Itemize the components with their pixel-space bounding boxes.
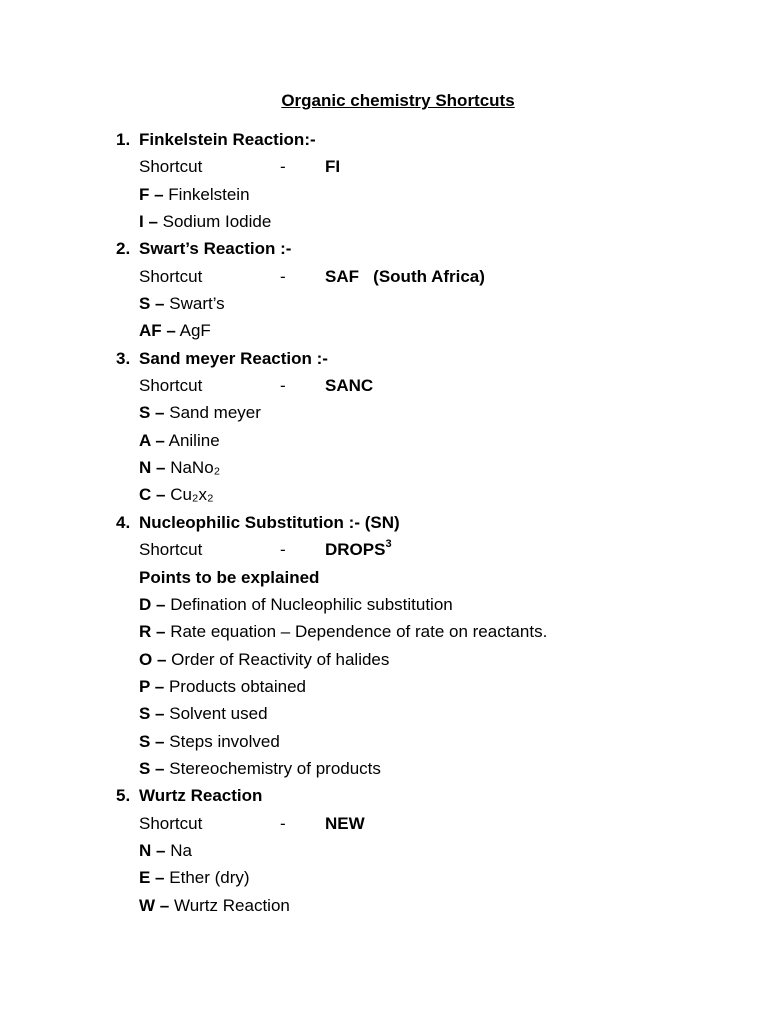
points-subheading: Points to be explained: [139, 567, 320, 587]
item-key: S –: [139, 731, 165, 751]
item-key: O –: [139, 649, 167, 669]
item-key: I –: [139, 212, 158, 232]
item-text: Cu₂x₂: [165, 485, 214, 505]
list-item: [0, 454, 768, 481]
shortcut-line: [0, 536, 768, 563]
list-item: [0, 892, 768, 919]
item-key: D –: [139, 594, 166, 614]
item-text: Products obtained: [164, 676, 306, 696]
section-heading: [0, 782, 768, 809]
section-number: 3.: [116, 348, 131, 368]
item-key: A –: [139, 430, 165, 450]
shortcut-label: Shortcut: [139, 813, 203, 833]
item-key: S –: [139, 758, 165, 778]
list-item: [0, 208, 768, 235]
section-title: Wurtz Reaction: [139, 786, 263, 806]
shortcut-line: [0, 810, 768, 837]
shortcut-dash: -: [280, 157, 286, 177]
section-heading: [0, 509, 768, 536]
list-item: [0, 399, 768, 426]
section-title: Sand meyer Reaction :-: [139, 348, 328, 368]
list-item: [0, 700, 768, 727]
shortcut-label: Shortcut: [139, 266, 203, 286]
item-text: Sand meyer: [164, 403, 261, 423]
item-text: Rate equation – Dependence of rate on reactants.: [165, 622, 548, 642]
item-text: Aniline: [164, 430, 220, 450]
item-text: Order of Reactivity of halides: [166, 649, 390, 669]
section-title: Nucleophilic Substitution :- (SN): [139, 512, 400, 532]
shortcut-superscript: 3: [385, 537, 392, 550]
section-number: 5.: [116, 786, 131, 806]
list-item: [0, 290, 768, 317]
shortcut-dash: -: [280, 376, 286, 396]
section-number: 2.: [116, 239, 131, 259]
shortcut-line: [0, 263, 768, 290]
shortcut-value: NEW: [325, 813, 365, 833]
item-text: Finkelstein: [163, 184, 250, 204]
item-text: Na: [165, 840, 192, 860]
section-number: 4.: [116, 512, 131, 532]
shortcut-dash: -: [280, 266, 286, 286]
shortcut-value: SAF (South Africa): [325, 266, 485, 286]
item-text: Steps involved: [164, 731, 280, 751]
item-key: E –: [139, 868, 165, 888]
item-key: P –: [139, 676, 165, 696]
item-text: Wurtz Reaction: [169, 895, 290, 915]
page-title: Organic chemistry Shortcuts: [281, 91, 515, 110]
shortcut-value-group: [325, 536, 392, 563]
item-key: S –: [139, 704, 165, 724]
shortcut-label: Shortcut: [139, 540, 203, 560]
shortcut-label: Shortcut: [139, 157, 203, 177]
item-key: F –: [139, 184, 164, 204]
shortcut-list: [0, 126, 768, 919]
item-text: Ether (dry): [164, 868, 250, 888]
list-item: [0, 755, 768, 782]
item-key: W –: [139, 895, 170, 915]
list-item: [0, 837, 768, 864]
item-key: C –: [139, 485, 166, 505]
list-item: [0, 181, 768, 208]
list-item: [0, 427, 768, 454]
item-text: Stereochemistry of products: [164, 758, 381, 778]
shortcut-value: FI: [325, 157, 341, 177]
item-text: Solvent used: [164, 704, 268, 724]
shortcut-line: [0, 372, 768, 399]
item-key: R –: [139, 622, 166, 642]
item-text: NaNo₂: [165, 458, 221, 478]
shortcut-label: Shortcut: [139, 376, 203, 396]
shortcut-value: SANC: [325, 376, 374, 396]
shortcut-value: DROPS: [325, 540, 386, 560]
section-heading: [0, 126, 768, 153]
item-key: AF –: [139, 321, 176, 341]
list-item: [0, 591, 768, 618]
section-title: Swart’s Reaction :-: [139, 239, 292, 259]
item-key: S –: [139, 403, 165, 423]
list-item: [0, 673, 768, 700]
shortcut-line: [0, 153, 768, 180]
section-title: Finkelstein Reaction:-: [139, 130, 316, 149]
shortcut-dash: -: [280, 813, 286, 833]
item-text: Sodium Iodide: [157, 212, 272, 232]
item-text: Swart’s: [164, 294, 225, 314]
item-key: S –: [139, 294, 165, 314]
list-item: [0, 618, 768, 645]
item-key: N –: [139, 458, 166, 478]
subheading-line: [0, 564, 768, 591]
section-number: 1.: [116, 130, 131, 149]
list-item: [0, 728, 768, 755]
list-item: [0, 317, 768, 344]
list-item: [0, 646, 768, 673]
list-item: [0, 864, 768, 891]
item-text: AgF: [175, 321, 211, 341]
item-key: N –: [139, 840, 166, 860]
item-text: Defination of Nucleophilic substitution: [165, 594, 453, 614]
section-heading: [0, 235, 768, 262]
section-heading: [0, 345, 768, 372]
list-item: [0, 481, 768, 508]
shortcut-dash: -: [280, 540, 286, 560]
